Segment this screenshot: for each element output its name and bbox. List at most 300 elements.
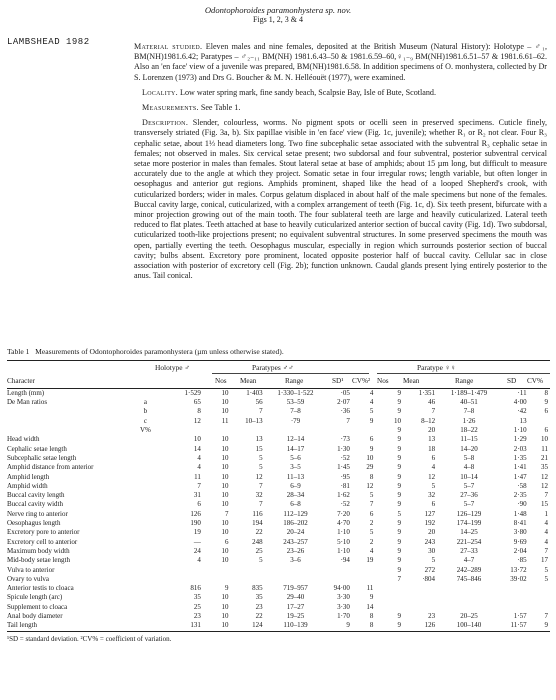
- table-cell: 39·02: [510, 574, 527, 583]
- table-cell: ·42: [517, 407, 527, 416]
- table-column-header: [7, 374, 550, 388]
- table-cell: [203, 575, 231, 584]
- table-row: [7, 398, 550, 407]
- table-cell: ·58: [517, 481, 527, 490]
- table-cell: [135, 603, 156, 612]
- table-cell: 2: [369, 519, 374, 528]
- table-row: [7, 612, 550, 621]
- table-cell: [203, 426, 231, 435]
- table-cell: 30: [428, 547, 436, 555]
- col-nos-f: Nos: [377, 377, 389, 385]
- table-cell: 6: [225, 537, 229, 546]
- table-row: [7, 575, 550, 584]
- table-row: [7, 491, 550, 500]
- table-cell: Supplement to cloaca: [7, 602, 68, 611]
- table-cell: 9: [397, 435, 401, 444]
- table-row: [7, 528, 550, 537]
- table-cell: 20–25: [460, 612, 478, 621]
- table-cell: 6: [544, 426, 548, 435]
- table-cell: [437, 584, 501, 593]
- table-cell: 745–846: [456, 574, 482, 583]
- table-cell: 1·189–1·479: [450, 389, 488, 397]
- table-cell: 9: [397, 565, 401, 574]
- table-cell: 7–8: [463, 407, 475, 416]
- table-cell: [529, 594, 550, 603]
- table-cell: [375, 594, 403, 603]
- table-cell: 35: [193, 593, 201, 602]
- table-cell: 5: [259, 556, 263, 565]
- table-cell: 116: [252, 509, 263, 518]
- table-cell: [135, 584, 156, 593]
- table-cell: 100–140: [456, 621, 482, 630]
- table-cell: [352, 566, 375, 575]
- table-cell: ·804: [422, 574, 436, 583]
- table-cell: 272: [424, 565, 436, 574]
- table-cell: 13·72: [510, 565, 527, 574]
- table-cell: [135, 612, 156, 621]
- table-cell: 126: [424, 621, 436, 630]
- table-body: [7, 389, 550, 631]
- table-cell: 5–6: [290, 454, 301, 462]
- table-cell: 4–8: [463, 463, 475, 472]
- table-cell: 6–8: [290, 500, 301, 509]
- table-cell: Subcephalic setae length: [7, 454, 77, 462]
- table-cell: 835: [252, 584, 263, 593]
- table-cell: b: [143, 407, 148, 416]
- table-cell: 10: [221, 519, 229, 528]
- table-cell: 243–257: [283, 537, 308, 546]
- table-cell: 9: [397, 519, 401, 528]
- table-cell: 10–13: [245, 416, 263, 425]
- table-cell: 31: [193, 491, 201, 500]
- table-cell: 14: [366, 602, 374, 611]
- table-cell: 14–25: [460, 528, 478, 537]
- table-cell: 7: [259, 481, 263, 490]
- table-cell: 21: [541, 454, 548, 462]
- table-cell: 10: [221, 612, 229, 621]
- table-cell: [156, 426, 203, 435]
- table-cell: 5: [431, 481, 436, 490]
- table-cell: 5·10: [337, 537, 350, 546]
- table-cell: [135, 463, 156, 472]
- table-cell: 10: [221, 500, 229, 509]
- table-row: [7, 566, 550, 575]
- table-cell: 2·03: [513, 444, 527, 453]
- table-cell: 719–957: [283, 584, 308, 593]
- table-cell: Nerve ring to anterior: [7, 509, 68, 518]
- table-cell: 10–14: [460, 472, 478, 481]
- table-cell: 2·07: [337, 398, 350, 407]
- table-cell: [529, 603, 550, 612]
- table-group-header: [7, 361, 550, 374]
- table-cell: [231, 426, 265, 435]
- col-sd-f: SD: [507, 377, 517, 385]
- table-cell: [135, 491, 156, 500]
- table-cell: 28–34: [286, 491, 305, 500]
- table-cell: 9: [397, 444, 401, 453]
- table-cell: 1: [544, 509, 548, 518]
- col-cv: CV%²: [352, 377, 371, 385]
- table-cell: 9·69: [513, 537, 527, 546]
- table-cell: 9: [397, 528, 401, 537]
- table-cell: ·79: [290, 416, 301, 425]
- table-cell: 1·47: [513, 472, 527, 481]
- table-row: [7, 501, 550, 510]
- table-cell: Spicule length (arc): [7, 593, 63, 602]
- table-cell: 7: [259, 407, 263, 416]
- table-cell: 12: [541, 481, 548, 490]
- table-cell: 1·41: [513, 463, 527, 472]
- table-cell: 4: [369, 398, 374, 407]
- table-cell: 12: [541, 472, 548, 481]
- table-cell: 1·30: [337, 444, 350, 453]
- table-cell: 1·57: [513, 612, 527, 621]
- table-cell: 192: [424, 519, 436, 528]
- measurements-table: [7, 360, 550, 643]
- table-cell: [135, 528, 156, 537]
- table-cell: 10: [221, 528, 229, 537]
- table-cell: Excretory pore to anterior: [7, 528, 80, 537]
- table-cell: 46: [428, 398, 436, 407]
- table-cell: 10: [193, 435, 201, 444]
- paragraph-material: [134, 42, 547, 83]
- table-cell: 1·29: [513, 435, 527, 444]
- table-cell: 1·26: [462, 416, 476, 425]
- table-row: [7, 594, 550, 603]
- table-cell: [7, 408, 135, 417]
- table-cell: 9: [544, 398, 548, 407]
- table-cell: 4: [431, 463, 436, 472]
- table-cell: 7: [397, 574, 401, 583]
- table-cell: 6–9: [290, 481, 301, 490]
- table-row: [7, 435, 550, 444]
- table-cell: 9: [397, 500, 401, 509]
- table-cell: 7–8: [290, 407, 301, 416]
- table-cell: 19: [193, 528, 201, 537]
- table-cell: [7, 426, 135, 435]
- table-cell: 1·45: [337, 463, 350, 472]
- table-cell: 5: [369, 407, 374, 416]
- table-cell: 8: [369, 612, 374, 621]
- col-cv-f: CV%: [527, 377, 543, 385]
- table-cell: 5–7: [463, 500, 475, 509]
- table-cell: [326, 426, 352, 435]
- table-row: [7, 510, 550, 519]
- table-caption: [7, 347, 284, 356]
- table-cell: Amphid length: [7, 472, 50, 481]
- table-cell: 4–7: [463, 556, 475, 565]
- table-cell: Amphid width: [7, 481, 48, 490]
- table-cell: 7: [346, 416, 350, 425]
- table-cell: Cephalic setae length: [7, 444, 67, 453]
- table-cell: 29–40: [286, 593, 305, 602]
- table-cell: 10: [221, 593, 229, 602]
- table-cell: ·85: [517, 556, 527, 565]
- table-cell: 8: [544, 389, 548, 397]
- table-cell: 22: [255, 528, 263, 537]
- table-cell: [375, 584, 403, 593]
- table-cell: [403, 584, 437, 593]
- table-cell: 11: [366, 584, 374, 593]
- table-cell: [135, 435, 156, 444]
- table-cell: 7: [369, 500, 374, 509]
- species-title: Odontophoroides paramonhystera sp. nov.: [204, 5, 352, 15]
- col-nos: Nos: [215, 377, 227, 385]
- table-cell: a: [143, 398, 147, 407]
- table-cell: 5: [259, 463, 263, 472]
- table-cell: 7: [259, 500, 263, 509]
- table-cell: 10: [221, 435, 229, 444]
- table-cell: 10: [221, 481, 229, 490]
- table-cell: [265, 575, 327, 584]
- table-cell: Mid-body setae length: [7, 556, 70, 565]
- table-cell: 7: [197, 481, 201, 490]
- table-cell: 4: [369, 547, 374, 555]
- table-cell: Buccal cavity length: [7, 491, 65, 500]
- table-cell: 10: [221, 602, 229, 611]
- table-cell: [501, 594, 529, 603]
- table-cell: 24: [193, 547, 201, 555]
- table-cell: 3–5: [290, 463, 301, 472]
- figure-reference: Figs 1, 2, 3 & 4: [252, 15, 303, 24]
- table-cell: 1·35: [513, 454, 527, 462]
- table-cell: 7·20: [337, 509, 350, 518]
- table-cell: [326, 575, 352, 584]
- table-title: Measurements of Odontophoroides paramonhystera (µm unless otherwise stated).: [35, 347, 284, 356]
- table-cell: 10: [221, 389, 229, 397]
- table-cell: [437, 594, 501, 603]
- table-number: Table 1: [7, 347, 30, 356]
- table-cell: 9: [397, 407, 401, 416]
- table-cell: Head width: [7, 435, 40, 444]
- table-cell: 23: [193, 612, 201, 621]
- table-cell: [7, 417, 135, 426]
- table-cell: 23–26: [286, 547, 305, 555]
- table-cell: 23: [255, 602, 263, 611]
- table-cell: Vulva to anterior: [7, 565, 55, 574]
- table-cell: [403, 603, 437, 612]
- table-cell: 110–139: [283, 621, 308, 630]
- table-cell: 29: [366, 463, 374, 472]
- table-cell: 13: [255, 435, 263, 444]
- table-cell: ·81: [340, 481, 350, 490]
- table-cell: 4: [544, 528, 548, 537]
- table-row: [7, 389, 550, 398]
- table-row: [7, 417, 550, 426]
- table-cell: 4·70: [337, 519, 350, 528]
- table-cell: 4: [197, 556, 201, 565]
- table-cell: 10: [221, 491, 229, 500]
- table-cell: 4: [197, 463, 201, 472]
- table-cell: 9: [397, 454, 401, 462]
- table-cell: 9: [397, 556, 401, 565]
- table-cell: [135, 538, 156, 547]
- group-paratypes-female: Paratype ♀♀: [417, 363, 456, 372]
- table-cell: —: [193, 537, 201, 546]
- table-row: [7, 445, 550, 454]
- table-cell: [135, 510, 156, 519]
- table-cell: V%: [139, 426, 151, 435]
- table-cell: 131: [190, 621, 201, 630]
- table-cell: 10: [221, 556, 229, 565]
- table-cell: 22: [255, 612, 263, 621]
- table-cell: 11: [221, 416, 229, 425]
- table-cell: [135, 556, 156, 565]
- table-cell: Maximum body width: [7, 547, 70, 555]
- table-cell: 23: [428, 612, 436, 621]
- table-cell: 19–25: [286, 612, 305, 621]
- table-cell: [203, 566, 231, 575]
- table-cell: 9: [346, 621, 350, 630]
- table-cell: 8–12: [421, 416, 436, 425]
- table-cell: 5: [259, 454, 263, 462]
- table-cell: 190: [190, 519, 201, 528]
- table-cell: 9: [397, 426, 401, 435]
- table-row: [7, 519, 550, 528]
- table-cell: [231, 566, 265, 575]
- table-cell: 6: [431, 454, 436, 462]
- table-cell: 18: [428, 444, 436, 453]
- table-cell: 126–129: [456, 509, 482, 518]
- running-head: LAMBSHEAD 1982: [7, 37, 90, 47]
- table-cell: 10: [221, 444, 229, 453]
- table-row: [7, 408, 550, 417]
- table-cell: 5: [431, 556, 436, 565]
- group-paratypes-male: Paratypes ♂♂: [252, 363, 294, 372]
- table-cell: 11·57: [510, 621, 527, 630]
- table-cell: 13: [519, 416, 527, 425]
- table-cell: 1·10: [513, 426, 527, 435]
- table-row: [7, 463, 550, 472]
- paragraph-heading: Material studied.: [134, 42, 203, 51]
- table-cell: 9: [397, 463, 401, 472]
- table-cell: 5–7: [463, 481, 475, 490]
- table-cell: ·52: [340, 454, 350, 462]
- table-cell: 10: [221, 398, 229, 407]
- table-cell: [135, 547, 156, 556]
- table-cell: 14–17: [286, 444, 305, 453]
- table-cell: 11–15: [460, 435, 478, 444]
- table-cell: 243: [424, 537, 436, 546]
- table-cell: 4: [544, 519, 548, 528]
- table-cell: 10: [221, 472, 229, 481]
- table-cell: 27–36: [460, 491, 478, 500]
- table-cell: 7: [544, 612, 548, 621]
- table-cell: 20–24: [286, 528, 305, 537]
- table-cell: [529, 584, 550, 593]
- table-cell: [135, 621, 156, 630]
- table-row: [7, 603, 550, 612]
- table-cell: 12–14: [286, 435, 305, 444]
- table-cell: ·90: [517, 500, 527, 509]
- table-cell: Oesophagus length: [7, 519, 61, 528]
- table-cell: 13: [428, 435, 436, 444]
- table-cell: 10: [394, 416, 401, 425]
- table-cell: 2: [369, 537, 374, 546]
- table-cell: 11–13: [286, 472, 305, 481]
- table-cell: [326, 566, 352, 575]
- table-cell: 2·35: [513, 491, 527, 500]
- table-cell: 9: [397, 621, 401, 630]
- paragraph-heading: Locality.: [142, 87, 178, 97]
- table-row: [7, 621, 550, 630]
- table-cell: Ovary to vulva: [7, 574, 49, 583]
- table-cell: ·36: [340, 407, 350, 416]
- table-cell: 221–254: [456, 537, 482, 546]
- paragraph-measurements: [134, 103, 547, 113]
- table-cell: 20: [428, 426, 436, 435]
- table-footnote: ¹SD = standard deviation. ²CV% = coefficient of variation.: [7, 634, 172, 643]
- table-cell: 9: [369, 416, 374, 425]
- table-cell: 10: [221, 463, 229, 472]
- table-cell: 2·04: [513, 547, 527, 555]
- table-cell: 25: [255, 547, 263, 555]
- table-cell: 1·529: [184, 389, 201, 397]
- table-cell: [231, 575, 265, 584]
- table-cell: 6: [431, 500, 436, 509]
- table-cell: [135, 454, 156, 463]
- body-text: [134, 42, 547, 286]
- table-cell: 11: [194, 472, 201, 481]
- table-cell: Amphid distance from anterior: [7, 463, 94, 472]
- paragraph-text: Low water spring mark, fine sandy beach, Scalpsie Bay, Isle of Bute, Scotland.: [180, 87, 436, 97]
- table-cell: 17–27: [286, 602, 305, 611]
- paragraph-description: [134, 118, 547, 281]
- col-mean: Mean: [240, 377, 257, 385]
- table-cell: 10: [221, 547, 229, 555]
- table-cell: 1·330–1·522: [277, 389, 314, 397]
- table-cell: 35: [255, 593, 263, 602]
- table-cell: 12: [255, 472, 263, 481]
- table-cell: 35: [541, 463, 548, 472]
- table-cell: 126: [190, 509, 201, 518]
- table-cell: 11: [541, 444, 548, 453]
- table-cell: 10: [221, 621, 229, 630]
- table-cell: 9: [397, 398, 401, 407]
- table-cell: 53–59: [286, 398, 305, 407]
- table-cell: 5: [544, 565, 548, 574]
- table-cell: 816: [190, 584, 201, 593]
- table-cell: [135, 445, 156, 454]
- table-cell: 94·00: [333, 584, 350, 593]
- table-cell: 5: [369, 528, 374, 537]
- table-cell: 1·48: [513, 509, 527, 518]
- table-cell: 248: [252, 537, 263, 546]
- table-bottom-rule: [7, 631, 550, 632]
- table-row: [7, 426, 550, 435]
- table-cell: 112–129: [283, 509, 308, 518]
- table-cell: 4·00: [513, 398, 527, 407]
- table-cell: 9: [397, 472, 401, 481]
- table-cell: [156, 566, 203, 575]
- table-cell: 19: [366, 556, 374, 565]
- table-cell: [375, 603, 403, 612]
- table-cell: [135, 575, 156, 584]
- col-sd: SD¹: [332, 377, 344, 385]
- table-cell: 10: [541, 435, 548, 444]
- col-range-f: Range: [455, 377, 474, 385]
- table-cell: Anterior testis to cloaca: [7, 584, 74, 593]
- table-cell: 4: [544, 537, 548, 546]
- table-cell: [501, 584, 529, 593]
- table-row: [7, 547, 550, 556]
- table-cell: 242–289: [456, 565, 482, 574]
- table-cell: 3–6: [290, 556, 301, 565]
- table-cell: 27–33: [460, 547, 478, 555]
- table-cell: 14–20: [460, 444, 478, 453]
- table-cell: [135, 389, 156, 398]
- table-cell: [265, 566, 327, 575]
